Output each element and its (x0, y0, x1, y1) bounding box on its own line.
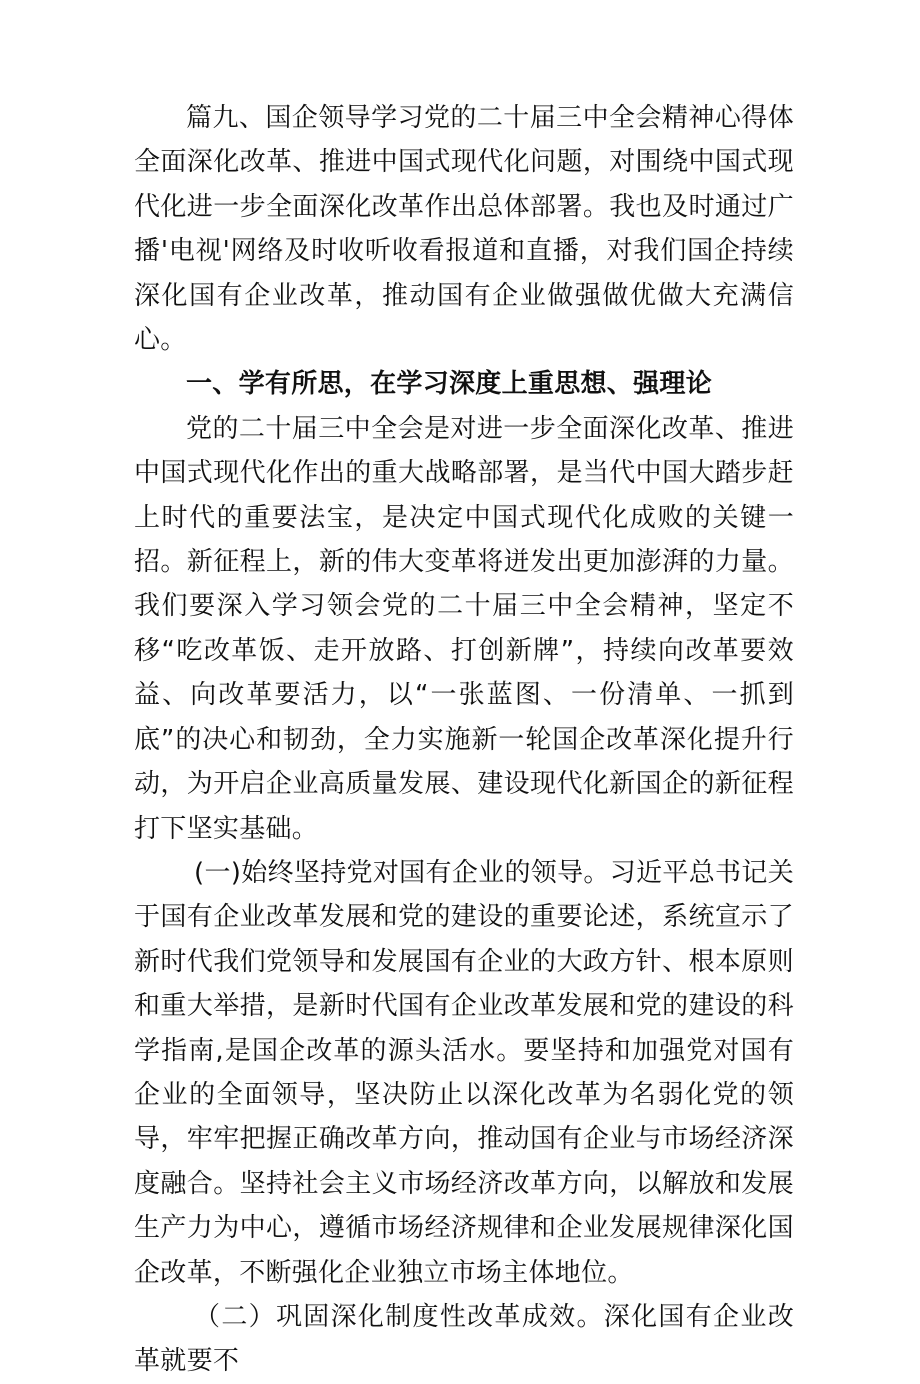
document-body (134, 96, 794, 1384)
body-paragraph-2: (一)始终坚持党对国有企业的领导。习近平总书记关于国有企业改革发展和党的建设的重要论述，系统宣示了新时代我们党领导和发展国有企业的大政方针、根本原则和重大举措，是新时代国有企业改革发展和党的建设的科学指南,是国企改革的源头活水。要坚持和加强党对国有企业的全面领导，坚决防止以深化改革为名弱化党的领导，牢牢把握正确改革方向，推动国有企业与市场经济深度融合。坚持社会主义市场经济改革方向，以解放和发展生产力为中心，遵循市场经济规律和企业发展规律深化国企改革，不断强化企业独立市场主体地位。 (134, 857, 794, 1288)
body-paragraph-3: （二）巩固深化制度性改革成效。深化国有企业改革就要不 (134, 1301, 794, 1377)
section-heading: 一、学有所思，在学习深度上重思想、强理论 (186, 369, 713, 400)
body-paragraph-1: 党的二十届三中全会是对进一步全面深化改革、推进中国式现代化作出的重大战略部署，是当代中国大踏步赶上时代的重要法宝，是决定中国式现代化成败的关键一招。新征程上，新的伟大变革将迸发出更加澎湃的力量。我们要深入学习领会党的二十届三中全会精神，坚定不移“吃改革饭、走开放路、打创新牌”，持续向改革要效益、向改革要活力，以“一张蓝图、一份清单、一抓到底”的决心和韧劲，全力实施新一轮国企改革深化提升行动，为开启企业高质量发展、建设现代化新国企的新征程打下坚实基础。 (134, 413, 794, 844)
intro-paragraph: 篇九、国企领导学习党的二十届三中全会精神心得体全面深化改革、推进中国式现代化问题，对围绕中国式现代化进一步全面深化改革作出总体部署。我也及时通过广播'电视'网络及时收听收看报道和直播，对我们国企持续深化国有企业改革，推动国有企业做强做优做大充满信心。 (134, 103, 794, 356)
